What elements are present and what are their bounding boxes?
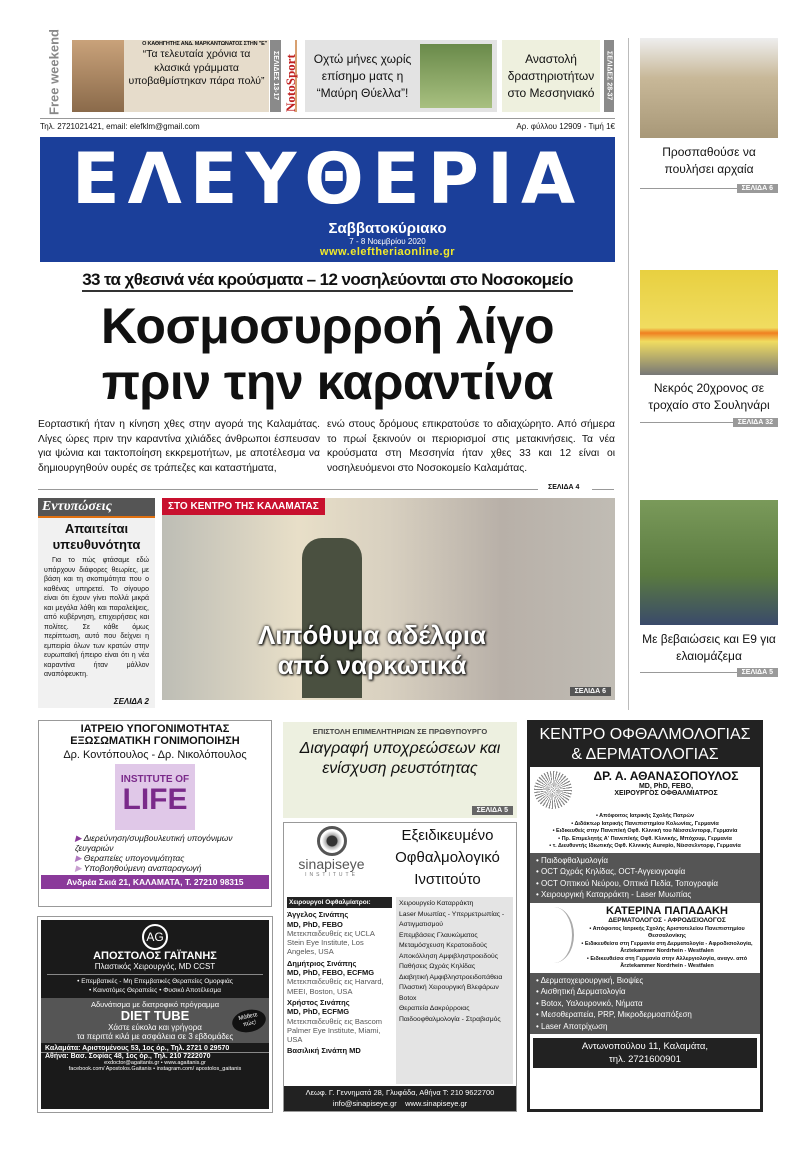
- letter-story[interactable]: [283, 722, 517, 818]
- antiquity-photo: [640, 38, 778, 138]
- center-derm-services: • Δερματοχειρουργική, Βιοψίες • Αισθητική Δερματολογία • Botox, Υαλουρονικό, Νήματα • Μεσοθεραπεία, PRP, Μικροδερμοαπόξεση • Laser Αποτρίχωση: [530, 973, 760, 1035]
- interview-quote: “Τα τελευταία χρόνια τα κλασικά γράμματα υποβαθμίστηκαν πάρα πολύ”: [128, 48, 265, 87]
- interview-pages: ΣΕΛΙΔΕΣ 13-17: [270, 40, 281, 112]
- ad-doctors: Δρ. Κοντόπουλος - Δρ. Νικολόπουλος: [63, 749, 247, 761]
- lead-body-col-2: ενώ στους δρόμους επικρατούσε το αδιαχώρητο. Από σήμερα το πρωί ξεκινούν οι περιορισμοί στις μετακινήσεις. Τα νέα κρούσματα στη Μεσσηνία ήταν χθες 33 και 12 είναι οι νοσηλευόμενοι στο Νοσοκομείο Καλαμάτας.: [327, 419, 615, 474]
- opinion-column[interactable]: [38, 498, 155, 708]
- learn-how-badge[interactable]: Μάθετε πώς!: [230, 1007, 268, 1036]
- sport-headline: Οχτώ μήνες χωρίς επίσημο ματς η “Μαύρη Θύελλα”!: [313, 51, 412, 100]
- messiniakos-pages: ΣΕΛΙΔΕΣ 28-37: [604, 40, 614, 112]
- institute-of-life-logo: INSTITUTE OF LIFE: [115, 764, 195, 830]
- edition-label: Σαββατοκύριακο: [328, 220, 447, 237]
- sidebar-story-olives[interactable]: [640, 500, 778, 677]
- surgeon-name: Βασιλική Σινάπη MD: [287, 1046, 361, 1056]
- sinapis-contact: Λεωφ. Γ. Γεννηματά 28, Γλυφάδα, Αθήνα Τ: 210 9622700 info@sinapiseye.gr www.sinapiseye.gr: [284, 1086, 516, 1111]
- ad-service: ▶ Διερεύνηση/συμβουλευτική υπογόνιμων ζευγαριών: [75, 833, 233, 853]
- letter-page-ref[interactable]: ΣΕΛΙΔΑ 5: [472, 806, 513, 815]
- diet-tube-title: DIET TUBE: [120, 1008, 190, 1023]
- sidebar-title: Προσπαθούσε να πουλήσει αρχαία: [662, 145, 756, 176]
- ad-plastic-surgeon[interactable]: AG ΑΠΟΣΤΟΛΟΣ ΓΑΪΤΑΝΗΣ Πλαστικός Χειρουργός, MD CCST • Επεμβατικές - Μη Επεμβατικές Θεραπείες Ομορφιάς • Καινοτόμες Θεραπείες • Φυσικό Αποτέλεσμα Αδυνάτισμα με διατροφικό πρόγραμμα DIET TUBE Χάστε εύκολα και γρήγορα τα περιττά κιλά με ασφάλεια σε 3 εβδομάδες Μάθετε πώς! Καλαμάτα: Αριστομένους 53, 1ος όρ., Τηλ. 2721 0 29570 Αθήνα: Βασ. Σοφίας 48, 1ος όρ., Τηλ. 210 7222070 exdoctor@agaitanis.gr • www.agaitanis.gr facebook.com/ Apostolos.Gaitanis • instagram.com/ apostolos_gaitanis: [38, 917, 272, 1112]
- letter-headline: Διαγραφή υποχρεώσεων και ενίσχυση ρευστότητας: [299, 740, 501, 777]
- ad-role: Πλαστικός Χειρουργός, MD CCST: [94, 962, 216, 971]
- sinapiseye-logo: sinapiseye INSTITUTE: [284, 823, 379, 897]
- ad-address: Ανδρέα Σκιά 21, ΚΑΛΑΜΑΤΑ, Τ. 27210 98315: [41, 875, 269, 889]
- website-url[interactable]: www.eleftheriaonline.gr: [319, 246, 456, 258]
- football-photo: [420, 44, 492, 108]
- ad-fertility-clinic[interactable]: [38, 720, 272, 907]
- interview-kicker: Ο ΚΑΘΗΓΗΤΗΣ ΑΝΔ. ΜΑΡΚΑΝΤΩΝΑΤΟΣ ΣΤΗΝ "Ε": [142, 41, 267, 47]
- sidebar-title: Νεκρός 20χρονος σε τροχαίο στο Σουληνάρι: [648, 381, 770, 412]
- lead-page-ref[interactable]: ΣΕΛΙΔΑ 4: [548, 484, 580, 491]
- lead-headline-line-1: Κοσμοσυρροή λίγο: [100, 298, 555, 354]
- opinion-page-ref[interactable]: ΣΕΛΙΔΑ 2: [113, 697, 149, 706]
- ad-service: ▶ Θεραπείες υπογονιμότητας: [75, 853, 185, 863]
- sinapis-services: Χειρουργείο Καταρράκτη Laser Μυωπίας - Υπερμετρωπίας - Αστιγματισμού Επεμβάσεις Γλαυκώματος Μεταμόσχευση Κερατοειδούς Αποκόλληση Αμφιβληστροειδούς Παθήσεις Ωχράς Κηλίδας Διαβητική Αμφιβληστροειδοπάθεια Πλαστική Χειρουργική Βλεφάρων Botox Θεραπεία Δακρύρροιας Παιδοοφθαλμολογία - Στραβισμός: [396, 897, 513, 1084]
- center-eye-services: • Παιδοφθαλμολογία • OCT Ωχράς Κηλίδας, OCT-Αγγειογραφία • OCT Οπτικού Νεύρου, Οπτικά Πεδία, Τοπογραφία • Χειρουργική Καταρράκτη - Laser Μυωπίας: [530, 853, 760, 903]
- photo-headline: Λιπόθυμα αδέλφια από ναρκωτικά: [257, 620, 487, 680]
- sidebar-page-ref[interactable]: ΣΕΛΙΔΑ 6: [737, 184, 778, 193]
- issue-date: 7 - 8 Νοεμβρίου 2020: [349, 237, 426, 246]
- notosport-logo[interactable]: NotoSport: [283, 40, 297, 112]
- sidebar-story-crash[interactable]: [640, 270, 778, 427]
- center-title: ΚΕΝΤΡΟ ΟΦΘΑΛΜΟΛΟΓΙΑΣ & ΔΕΡΜΑΤΟΛΟΓΙΑΣ: [530, 723, 760, 767]
- opinion-label: Εντυπώσεις: [38, 498, 155, 518]
- sinapis-headline: Εξειδικευμένο Οφθαλμολογικό Ινστιτούτο: [395, 827, 500, 888]
- photo-tag: ΣΤΟ ΚΕΝΤΡΟ ΤΗΣ ΚΑΛΑΜΑΤΑΣ: [162, 498, 325, 515]
- sport-teaser[interactable]: [305, 40, 497, 112]
- ad-name: ΑΠΟΣΤΟΛΟΣ ΓΑΪΤΑΝΗΣ: [93, 950, 217, 962]
- lead-kicker[interactable]: 33 τα χθεσινά νέα κρούσματα – 12 νοσηλεύονται στο Νοσοκομείο: [40, 270, 615, 290]
- ad-sinapis-eye[interactable]: [283, 822, 517, 1112]
- ad-subtitle: ΕΞΩΣΩΜΑΤΙΚΗ ΓΟΝΙΜΟΠΟΙΗΣΗ: [70, 735, 240, 747]
- ad-service: ▶ Υποβοηθούμενη αναπαραγωγή: [75, 863, 202, 873]
- ambulance-photo: [640, 270, 778, 375]
- issue-price: Αρ. φύλλου 12909 - Τιμή 1€: [516, 122, 615, 131]
- photo-page-ref[interactable]: ΣΕΛΙΔΑ 6: [570, 687, 611, 696]
- sunburst-logo: [534, 771, 572, 809]
- center-address: Αντωνοπούλου 11, Καλαμάτα, τηλ. 2721600901: [533, 1038, 757, 1068]
- professor-portrait: [72, 40, 124, 112]
- free-weekend-logo[interactable]: Free weekend: [46, 29, 62, 115]
- opinion-title: Απαιτείται υπευθυνότητα: [52, 521, 141, 552]
- interview-teaser[interactable]: [124, 40, 269, 112]
- sidebar-title: Με βεβαιώσεις και Ε9 για ελαιομάζεμα: [642, 632, 776, 663]
- messiniakos-teaser[interactable]: Αναστολή δραστηριοτήτων στο Μεσσηνιακό: [502, 40, 600, 112]
- lead-headline[interactable]: [40, 298, 615, 410]
- ag-logo: AG: [142, 924, 168, 950]
- face-profile-logo: [534, 907, 574, 963]
- olive-harvest-photo: [640, 500, 778, 625]
- opinion-body: Για το πώς φτάσαμε εδώ υπάρχουν διάφορες θεωρίες, με βάση και τη σκοπιμότητα που ο καθένας υπηρετεί. Το σίγουρο είναι ότι έχουν γίνει πολλά μικρά και μεγάλα λάθη και παραλείψεις, από κυβέρνηση, επιχειρήσεις και πολίτες. Σε κάθε όμως περίπτωση, αυτό που δείχνει η εμπειρία όλων των κρατών στην ευρωπαϊκή ήπειρο είναι ότι η νέα καραντίνα ήταν μάλλον αναπόφευκτη.: [44, 557, 149, 678]
- masthead[interactable]: [40, 137, 615, 262]
- ad-eye-derm-center[interactable]: ΚΕΝΤΡΟ ΟΦΘΑΛΜΟΛΟΓΙΑΣ & ΔΕΡΜΑΤΟΛΟΓΙΑΣ ΔΡ. Α. ΑΘΑΝΑΣΟΠΟΥΛΟΣ MD, PhD, FEBO, ΧΕΙΡΟΥΡΓΟΣ ΟΦΘΑΛΜΙΑΤΡΟΣ • Απόφοιτος Ιατρικής Σχολής Πατρών • Διδάκτωρ Ιατρικής Πανεπιστημίου Κολωνίας, Γερμανία • Ειδικευθείς στην Πανεπ/κή Οφθ. Κλινική του Νέισσελντορφ, Γερμανία • Πρ. Επιμελητής Α' Πανεπ/κής Οφθ. Κλινικής, Μπόχουμ, Γερμανία • τ. Διευθυντής Ιδιωτικής Οφθ. Κλινικής Aurepio, Νέισσελντορφ, Γερμανία • Παιδοφθαλμολογία • OCT Ωχράς Κηλίδας, OCT-Αγγειογραφία • OCT Οπτικού Νεύρου, Οπτικά Πεδία, Τοπογραφία • Χειρουργική Καταρράκτη - Laser Μυωπίας ΚΑΤΕΡΙΝΑ ΠΑΠΑΔΑΚΗ ΔΕΡΜΑΤΟΛΟΓΟΣ - ΑΦΡΟΔΙΣΙΟΛΟΓΟΣ • Απόφοιτος Ιατρικής Σχολής Αριστοτελείου Πανεπιστημίου Θεσσαλονίκης • Ειδικευθείσα στη Γερμανία στη Δερματολογία - Αφροδισιολογία, Ärztekammer Nordrhein - Westfalen • Ειδικευθείσα στη Γερμανία στην Αλλεργιολογία, αναγν. από Ärztekammer Nordrhein - Westfalen • Δερματοχειρουργική, Βιοψίες • Αισθητική Δερματολογία • Botox, Υαλουρονικό, Νήματα • Μεσοθεραπεία, PRP, Μικροδερμοαπόξεση • Laser Αποτρίχωση Αντωνοπούλου 11, Καλαμάτα, τηλ. 2721600901: [527, 720, 763, 1112]
- sidebar-page-ref[interactable]: ΣΕΛΙΔΑ 32: [733, 418, 778, 427]
- sidebar-story-antiquities[interactable]: [640, 38, 778, 193]
- letter-kicker: ΕΠΙΣΤΟΛΗ ΕΠΙΜΕΛΗΤΗΡΙΩΝ ΣΕ ΠΡΩΘΥΠΟΥΡΓΟ: [312, 727, 488, 736]
- photo-story[interactable]: [162, 498, 615, 700]
- surgeons-list: Χειρουργοί Οφθαλμίατροι: Άγγελος Σινάπης MD, PhD, FEBO Μετεκπαιδευθείς εις UCLA Stein Eye Institute, Los Angeles, USA Δημήτριος Σινάπης MD, PhD, FEBO, ECFMG Μετεκπαιδευθείς εις Harvard, MEEI, Boston, USA Χρήστος Σινάπης MD, PhD, ECFMG Μετεκπαιδευθείς εις Bascom Palmer Eye Institute, Miami, USA Βασιλική Σινάπη MD: [284, 897, 392, 1086]
- lead-body-col-1: Εορταστική ήταν η κίνηση χθες στην αγορά της Καλαμάτας. Λίγες ώρες πριν την καραντίνα χιλιάδες άνθρωποι έσπευσαν για ψώνια και τακτοποίηση εκκρεμοτήτων, με αποτέλεσμα να δημιουργηθούν ουρές σε τράπεζες και καταστήματα,: [38, 419, 320, 474]
- lead-headline-line-2: πριν την καραντίνα: [101, 354, 554, 410]
- contact-info: Τηλ. 2721021421, email: elefklm@gmail.com: [40, 122, 200, 131]
- sidebar-page-ref[interactable]: ΣΕΛΙΔΑ 5: [737, 668, 778, 677]
- newspaper-title: ΕΛΕΥΘΕΡΙΑ: [71, 138, 584, 220]
- ad-title: ΙΑΤΡΕΙΟ ΥΠΟΓΟΝΙΜΟΤΗΤΑΣ: [80, 723, 230, 735]
